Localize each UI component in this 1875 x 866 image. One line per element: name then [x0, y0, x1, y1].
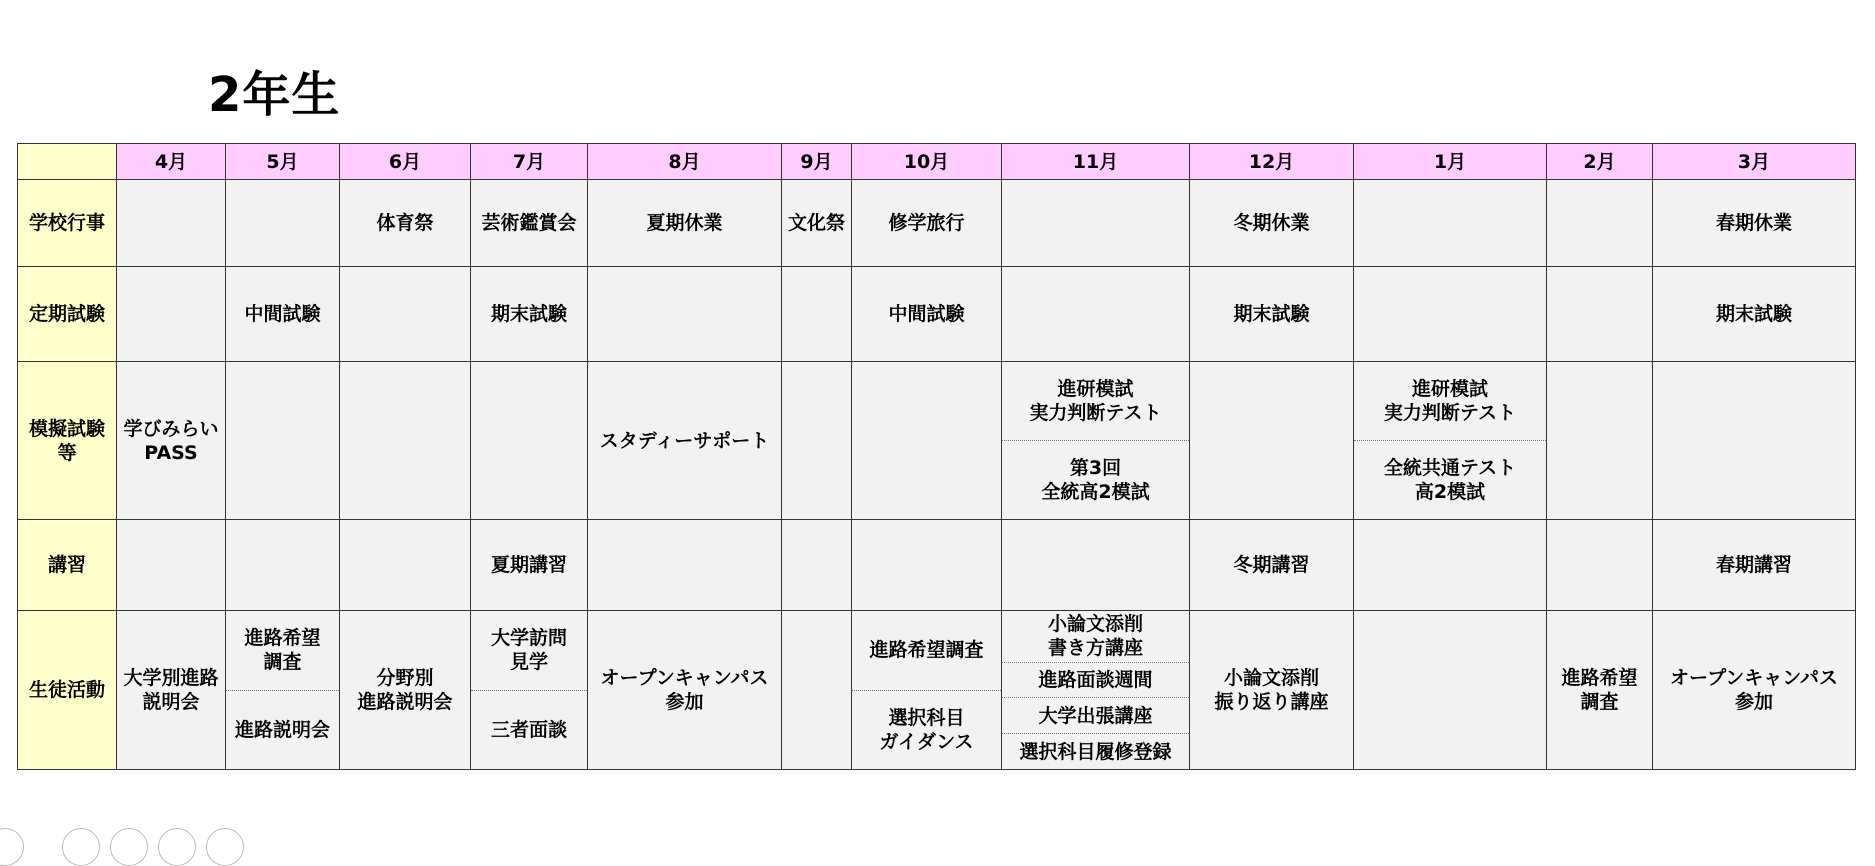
row-label-regular-exams: 定期試験: [18, 267, 117, 362]
activity-item: 三者面談: [471, 690, 587, 770]
cell-student-activities-nov: [1002, 611, 1190, 770]
cell-school-events-apr: [117, 180, 226, 267]
cell-mock-exams-may: [226, 362, 340, 520]
month-header-may: 5月: [226, 144, 340, 180]
cell-school-events-jan: [1354, 180, 1547, 267]
cell-regular-exams-aug: [588, 267, 782, 362]
cell-school-events-dec: 冬期休業: [1190, 180, 1354, 267]
activity-item: 選択科目履修登録: [1002, 733, 1189, 769]
activity-item: 大学訪問 見学: [490, 627, 567, 674]
cell-student-activities-jan: [1354, 611, 1547, 770]
row-label-seminars: 講習: [18, 520, 117, 611]
cell-mock-exams-sep: [782, 362, 852, 520]
cell-regular-exams-apr: [117, 267, 226, 362]
row-seminars: [18, 520, 1856, 611]
cell-regular-exams-may: 中間試験: [226, 267, 340, 362]
dot-icon[interactable]: [110, 828, 148, 866]
cell-school-events-jun: 体育祭: [340, 180, 471, 267]
cell-mock-exams-aug: スタディーサポート: [588, 362, 782, 520]
cell-seminars-oct: [852, 520, 1002, 611]
cell-school-events-feb: [1547, 180, 1653, 267]
cell-seminars-jun: [340, 520, 471, 611]
cell-regular-exams-feb: [1547, 267, 1653, 362]
activity-item: 進路希望調査: [869, 639, 984, 662]
cell-mock-exams-jul: [471, 362, 588, 520]
cell-seminars-feb: [1547, 520, 1653, 611]
month-header-jan: 1月: [1354, 144, 1547, 180]
mock-exam-item: 進研模試 実力判断テスト: [1383, 378, 1517, 424]
month-header-mar: 3月: [1653, 144, 1856, 180]
activity-item: 進路希望 調査: [244, 627, 321, 674]
cell-student-activities-may: [226, 611, 340, 770]
cell-school-events-mar: 春期休業: [1653, 180, 1856, 267]
activity-item: 大学出張講座: [1002, 697, 1189, 733]
mock-exam-item: 進研模試 実力判断テスト: [1029, 378, 1162, 424]
row-label-school-events: 学校行事: [18, 180, 117, 267]
row-mock-exams: [18, 362, 1856, 520]
corner-cell: [18, 144, 117, 180]
activity-item: 選択科目 ガイダンス: [852, 690, 1001, 770]
dot-icon[interactable]: [206, 828, 244, 866]
cell-student-activities-jun: 分野別 進路説明会: [340, 611, 471, 770]
cell-student-activities-jul: [471, 611, 588, 770]
cell-mock-exams-jun: [340, 362, 471, 520]
cell-student-activities-apr: 大学別進路 説明会: [117, 611, 226, 770]
cell-seminars-apr: [117, 520, 226, 611]
cell-school-events-may: [226, 180, 340, 267]
cell-student-activities-dec: 小論文添削 振り返り講座: [1190, 611, 1354, 770]
cell-seminars-dec: 冬期講習: [1190, 520, 1354, 611]
row-label-mock-exams: 模擬試験 等: [18, 362, 117, 520]
cell-mock-exams-oct: [852, 362, 1002, 520]
cell-mock-exams-apr: 学びみらい PASS: [117, 362, 226, 520]
activity-item: 進路面談週間: [1002, 662, 1189, 698]
cell-regular-exams-dec: 期末試験: [1190, 267, 1354, 362]
activity-item: 小論文添削 書き方講座: [1047, 613, 1143, 660]
cell-regular-exams-nov: [1002, 267, 1190, 362]
cell-school-events-sep: 文化祭: [782, 180, 852, 267]
row-student-activities: [18, 611, 1856, 770]
month-header-jul: 7月: [471, 144, 588, 180]
cell-seminars-mar: 春期講習: [1653, 520, 1856, 611]
activity-item: 進路説明会: [226, 690, 339, 770]
cell-seminars-aug: [588, 520, 782, 611]
cell-school-events-nov: [1002, 180, 1190, 267]
cell-mock-exams-nov: [1002, 362, 1190, 520]
cell-mock-exams-mar: [1653, 362, 1856, 520]
slide-dots-indicator: [0, 828, 260, 858]
month-header-apr: 4月: [117, 144, 226, 180]
dot-icon[interactable]: [62, 828, 100, 866]
dot-icon[interactable]: [0, 828, 24, 866]
cell-seminars-nov: [1002, 520, 1190, 611]
month-header-sep: 9月: [782, 144, 852, 180]
cell-mock-exams-jan: [1354, 362, 1547, 520]
cell-regular-exams-oct: 中間試験: [852, 267, 1002, 362]
month-header-nov: 11月: [1002, 144, 1190, 180]
cell-seminars-sep: [782, 520, 852, 611]
cell-seminars-may: [226, 520, 340, 611]
mock-exam-item: 第3回 全統高2模試: [1002, 440, 1189, 519]
month-header-oct: 10月: [852, 144, 1002, 180]
cell-regular-exams-mar: 期末試験: [1653, 267, 1856, 362]
month-header-dec: 12月: [1190, 144, 1354, 180]
cell-school-events-aug: 夏期休業: [588, 180, 782, 267]
dot-icon[interactable]: [158, 828, 196, 866]
cell-regular-exams-jul: 期末試験: [471, 267, 588, 362]
cell-school-events-oct: 修学旅行: [852, 180, 1002, 267]
cell-student-activities-feb: 進路希望 調査: [1547, 611, 1653, 770]
cell-regular-exams-jun: [340, 267, 471, 362]
month-header-jun: 6月: [340, 144, 471, 180]
row-label-student-activities: 生徒活動: [18, 611, 117, 770]
cell-mock-exams-feb: [1547, 362, 1653, 520]
cell-school-events-jul: 芸術鑑賞会: [471, 180, 588, 267]
cell-regular-exams-sep: [782, 267, 852, 362]
cell-seminars-jan: [1354, 520, 1547, 611]
month-header-row: [18, 144, 1856, 180]
row-school-events: [18, 180, 1856, 267]
annual-schedule-table: [17, 143, 1856, 770]
cell-student-activities-aug: オープンキャンパス 参加: [588, 611, 782, 770]
month-header-aug: 8月: [588, 144, 782, 180]
mock-exam-item: 全統共通テスト 高2模試: [1354, 440, 1546, 519]
cell-student-activities-oct: [852, 611, 1002, 770]
cell-seminars-jul: 夏期講習: [471, 520, 588, 611]
row-regular-exams: [18, 267, 1856, 362]
cell-student-activities-sep: [782, 611, 852, 770]
cell-regular-exams-jan: [1354, 267, 1547, 362]
month-header-feb: 2月: [1547, 144, 1653, 180]
page-title: 2年生: [208, 67, 341, 123]
cell-student-activities-mar: オープンキャンパス 参加: [1653, 611, 1856, 770]
cell-mock-exams-dec: [1190, 362, 1354, 520]
